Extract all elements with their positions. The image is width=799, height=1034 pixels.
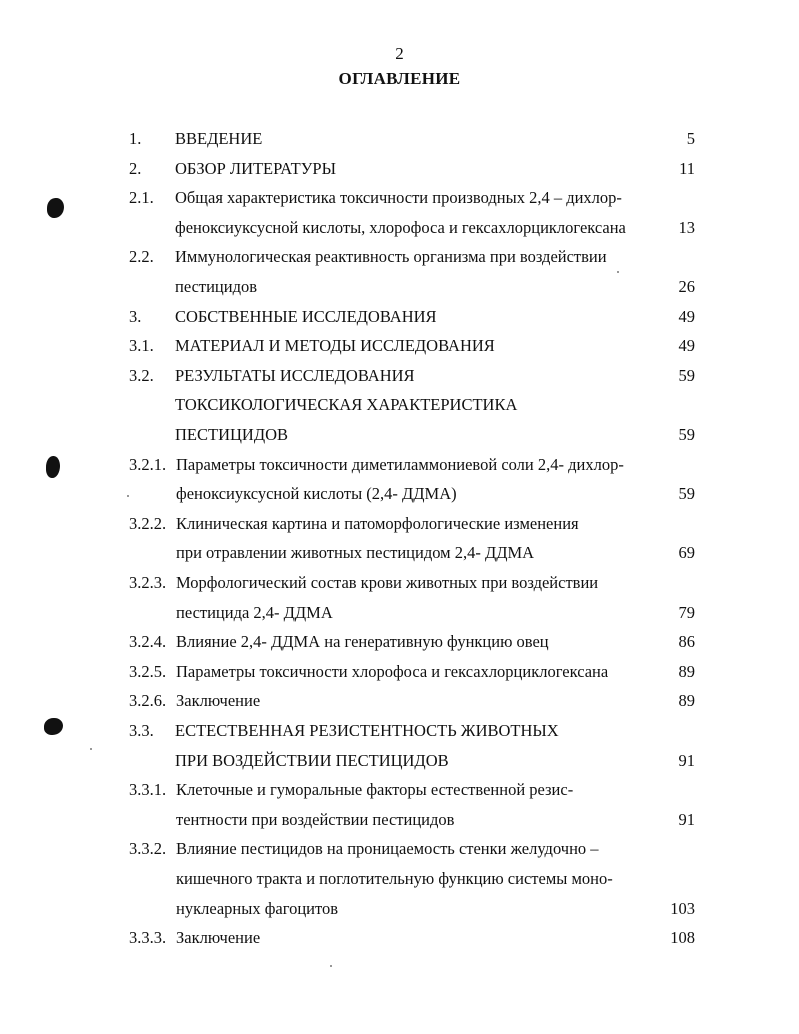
toc-entry-title: кишечного тракта и поглотительную функцию системы моно-: [176, 869, 613, 888]
toc-entry-number: 2.1.: [129, 188, 154, 207]
toc-line: [0, 245, 799, 269]
toc-entry-title: ОБЗОР ЛИТЕРАТУРЫ: [175, 159, 336, 178]
toc-page-number: 59: [678, 366, 695, 385]
toc-entry-title: Параметры токсичности хлорофоса и гексахлорциклогексана: [176, 662, 609, 681]
toc-entry-number: 3.1.: [129, 336, 154, 355]
toc-entry-title: Иммунологическая реактивность организма при воздействии: [175, 247, 607, 266]
toc-entry-number: 3.3.2.: [129, 839, 167, 858]
toc-page-number: 13: [678, 218, 695, 237]
toc-entry-title: пестицида 2,4- ДДМА: [176, 603, 333, 622]
scan-speck: [617, 271, 619, 273]
toc-line: [0, 393, 799, 417]
toc-page-number: 89: [678, 691, 695, 710]
toc-entry-number: 3.2.1.: [129, 455, 167, 474]
toc-entry-title: при отравлении животных пестицидом 2,4- ДДМА: [176, 543, 535, 562]
toc-page-number: 11: [679, 159, 695, 178]
toc-entry-title: Общая характеристика токсичности производных 2,4 – дихлор-: [175, 188, 622, 207]
toc-page-number: 59: [678, 425, 695, 444]
toc-entry-title: СОБСТВЕННЫЕ ИССЛЕДОВАНИЯ: [175, 307, 437, 326]
toc-line: [0, 808, 799, 832]
toc-line: [0, 630, 799, 654]
toc-line: [0, 216, 799, 240]
toc-entry-number: 3.3.3.: [129, 928, 167, 947]
toc-entry-title: ПРИ ВОЗДЕЙСТВИИ ПЕСТИЦИДОВ: [175, 751, 449, 770]
toc-page-number: 103: [670, 899, 695, 918]
toc-entry-title: Клеточные и гуморальные факторы естественной резис-: [176, 780, 574, 799]
toc-entry-number: 3.3.: [129, 721, 154, 740]
scan-speck: [90, 748, 92, 750]
toc-page-number: 49: [678, 307, 695, 326]
toc-entry-number: 3.2.5.: [129, 662, 167, 681]
toc-page-number: 108: [670, 928, 695, 947]
toc-line: [0, 897, 799, 921]
toc-entry-number: 3.2.4.: [129, 632, 167, 651]
toc-line: [0, 689, 799, 713]
toc-entry-number: 3.2.6.: [129, 691, 167, 710]
scan-speck: [330, 965, 332, 967]
toc-entry-title: феноксиуксусной кислоты (2,4- ДДМА): [176, 484, 457, 503]
toc-entry-title: нуклеарных фагоцитов: [176, 899, 339, 918]
toc-page-number: 79: [678, 603, 695, 622]
toc-line: [0, 334, 799, 358]
toc-page-number: 5: [686, 129, 695, 148]
toc-line: [0, 837, 799, 861]
toc-entry-number: 1.: [129, 129, 142, 148]
toc-entry-title: ВВЕДЕНИЕ: [175, 129, 263, 148]
page-title: ОГЛАВЛЕНИЕ: [338, 69, 461, 88]
toc-line: [0, 601, 799, 625]
toc-line: [0, 778, 799, 802]
toc-entry-title: ПЕСТИЦИДОВ: [175, 425, 289, 444]
toc-entry-title: тентности при воздействии пестицидов: [176, 810, 455, 829]
toc-entry-title: феноксиуксусной кислоты, хлорофоса и гексахлорциклогексана: [175, 218, 626, 237]
toc-entry-title: ЕСТЕСТВЕННАЯ РЕЗИСТЕНТНОСТЬ ЖИВОТНЫХ: [175, 721, 559, 740]
toc-page-number: 49: [678, 336, 695, 355]
toc-entry-title: МАТЕРИАЛ И МЕТОДЫ ИССЛЕДОВАНИЯ: [175, 336, 495, 355]
toc-entry-title: Заключение: [176, 928, 261, 947]
toc-page-number: 26: [678, 277, 695, 296]
toc-entry-title: пестицидов: [175, 277, 258, 296]
toc-entry-title: Клиническая картина и патоморфологические изменения: [176, 514, 579, 533]
toc-entry-title: Влияние 2,4- ДДМА на генеративную функцию овец: [176, 632, 549, 651]
scan-speck: [127, 495, 129, 497]
toc-line: [0, 660, 799, 684]
toc-page-number: 89: [678, 662, 695, 681]
toc-entry-number: 3.: [129, 307, 142, 326]
toc-entry-number: 2.2.: [129, 247, 154, 266]
toc-entry-title: Морфологический состав крови животных при воздействии: [176, 573, 599, 592]
toc-line: [0, 423, 799, 447]
toc-page-number: 91: [678, 751, 695, 770]
toc-line: [0, 275, 799, 299]
toc-entry-title: ТОКСИКОЛОГИЧЕСКАЯ ХАРАКТЕРИСТИКА: [175, 395, 518, 414]
toc-line: [0, 157, 799, 181]
toc-entry-title: Заключение: [176, 691, 261, 710]
toc-line: [0, 867, 799, 891]
toc-line: [0, 749, 799, 773]
toc-entry-title: РЕЗУЛЬТАТЫ ИССЛЕДОВАНИЯ: [175, 366, 415, 385]
toc-line: [0, 512, 799, 536]
toc-line: [0, 453, 799, 477]
toc-line: [0, 482, 799, 506]
toc-line: [0, 186, 799, 210]
toc-page-number: 59: [678, 484, 695, 503]
toc-page-number: 91: [678, 810, 695, 829]
toc-line: [0, 364, 799, 388]
toc-entry-number: 3.2.: [129, 366, 154, 385]
toc-line: [0, 541, 799, 565]
toc-entry-number: 3.3.1.: [129, 780, 167, 799]
toc-page-number: 86: [678, 632, 695, 651]
toc-line: [0, 127, 799, 151]
toc-entry-number: 2.: [129, 159, 142, 178]
toc-entry-number: 3.2.2.: [129, 514, 167, 533]
toc-line: [0, 305, 799, 329]
toc-page-number: 69: [678, 543, 695, 562]
toc-entry-number: 3.2.3.: [129, 573, 167, 592]
toc-line: [0, 926, 799, 950]
toc-entry-title: Влияние пестицидов на проницаемость стенки желудочно –: [176, 839, 599, 858]
page-number: 2: [395, 44, 404, 63]
toc-line: [0, 571, 799, 595]
toc-entry-title: Параметры токсичности диметиламмониевой соли 2,4- дихлор-: [176, 455, 624, 474]
toc-line: [0, 719, 799, 743]
